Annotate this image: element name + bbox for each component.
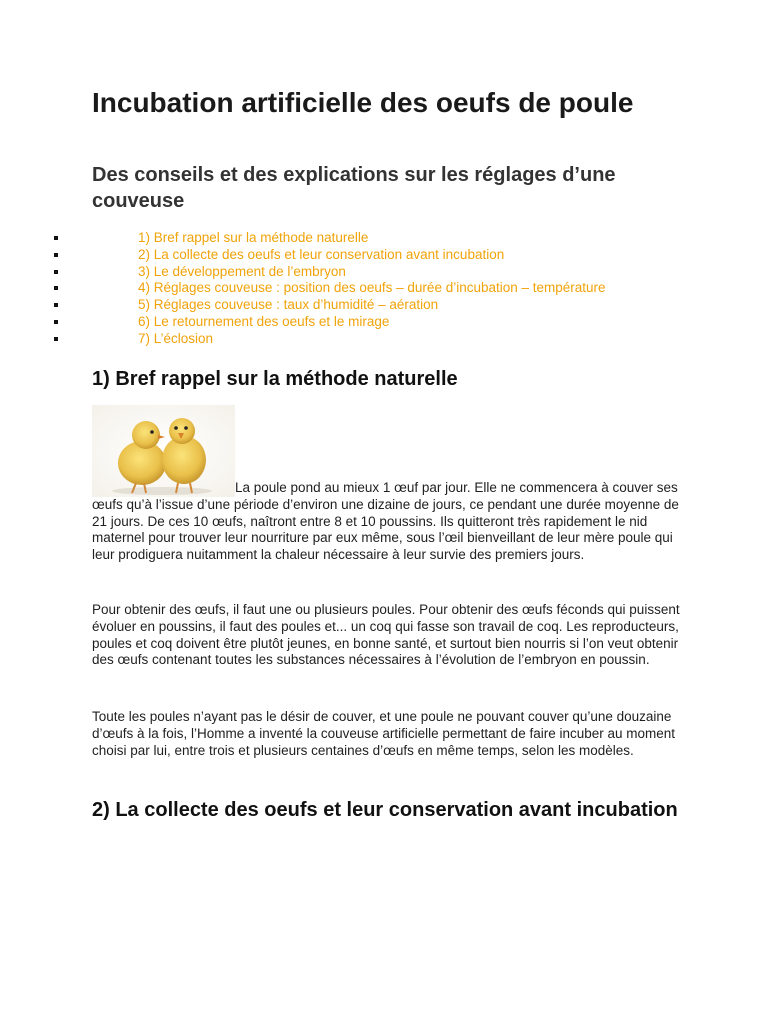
section-1-paragraph: Toute les poules n’ayant pas le désir de couver, et une poule ne pouvant couver qu’une douzaine d’œufs à la fois, l’Homme a inventé la couveuse artificielle permettant de faire incuber au moment choisi par lui, entre trois et plusieurs centaines d’œufs en même temps, selon les modèles. — [92, 709, 676, 758]
toc-item[interactable] — [0, 247, 768, 264]
toc-link[interactable]: 5) Réglages couveuse : taux d’humidité – aération — [138, 297, 439, 313]
toc-link[interactable]: 7) L’éclosion — [138, 330, 214, 346]
section-1-paragraph: La poule pond au mieux 1 œuf par jour. Elle ne commencera à couver ses œufs qu’à l’issue d’une période d’environ une dizaine de jours, ce pendant une durée moyenne de 21 jours. De ces 10 œufs, naîtront entre 8 et 10 poussins. Ils quitteront très rapidement le nid maternel pour trouver leur nourriture par eux même, sous l’œil bienveillant de leur mère poule qui leur prodiguera nuitamment la chaleur nécessaire à leur survie des premiers jours. — [92, 480, 679, 563]
section-1-heading: 1) Bref rappel sur la méthode naturelle — [92, 368, 458, 390]
bullet-icon — [54, 270, 58, 274]
bullet-icon — [54, 253, 58, 257]
section-2-heading: 2) La collecte des oeufs et leur conservation avant incubation — [92, 799, 678, 821]
section-1-paragraph: Pour obtenir des œufs, il faut une ou plusieurs poules. Pour obtenir des œufs féconds qui puissent évoluer en poussins, il faut des poules et... un coq qui fasse son travail de coq. Les reproducteurs, poules et coq doivent être plutôt jeunes, en bonne santé, et surtout bien nourris si l’on veut obtenir des œufs contenant toutes les substances nécessaires à l’évolution de l’embryon en poussin. — [92, 602, 680, 668]
toc-item[interactable] — [0, 230, 768, 247]
bullet-icon — [54, 286, 58, 290]
bullet-icon — [54, 236, 58, 240]
bullet-icon — [54, 303, 58, 307]
page-subtitle: Des conseils et des explications sur les réglages d’une couveuse — [92, 164, 616, 212]
toc-link[interactable]: 1) Bref rappel sur la méthode naturelle — [138, 230, 369, 245]
bullet-icon — [54, 337, 58, 341]
toc-link[interactable]: 2) La collecte des oeufs et leur conservation avant incubation — [138, 246, 505, 262]
bullet-icon — [54, 320, 58, 324]
table-of-contents — [0, 230, 768, 348]
toc-item[interactable] — [0, 264, 768, 281]
toc-link[interactable]: 4) Réglages couveuse : position des oeufs – durée d’incubation – température — [138, 280, 606, 296]
toc-item[interactable] — [0, 280, 768, 297]
toc-link[interactable]: 3) Le développement de l’embryon — [138, 263, 346, 279]
toc-item[interactable] — [0, 297, 768, 314]
toc-link[interactable]: 6) Le retournement des oeufs et le mirage — [138, 313, 390, 329]
toc-item[interactable] — [0, 314, 768, 331]
toc-item[interactable] — [0, 331, 768, 348]
page-title: Incubation artificielle des oeufs de poule — [92, 87, 634, 118]
